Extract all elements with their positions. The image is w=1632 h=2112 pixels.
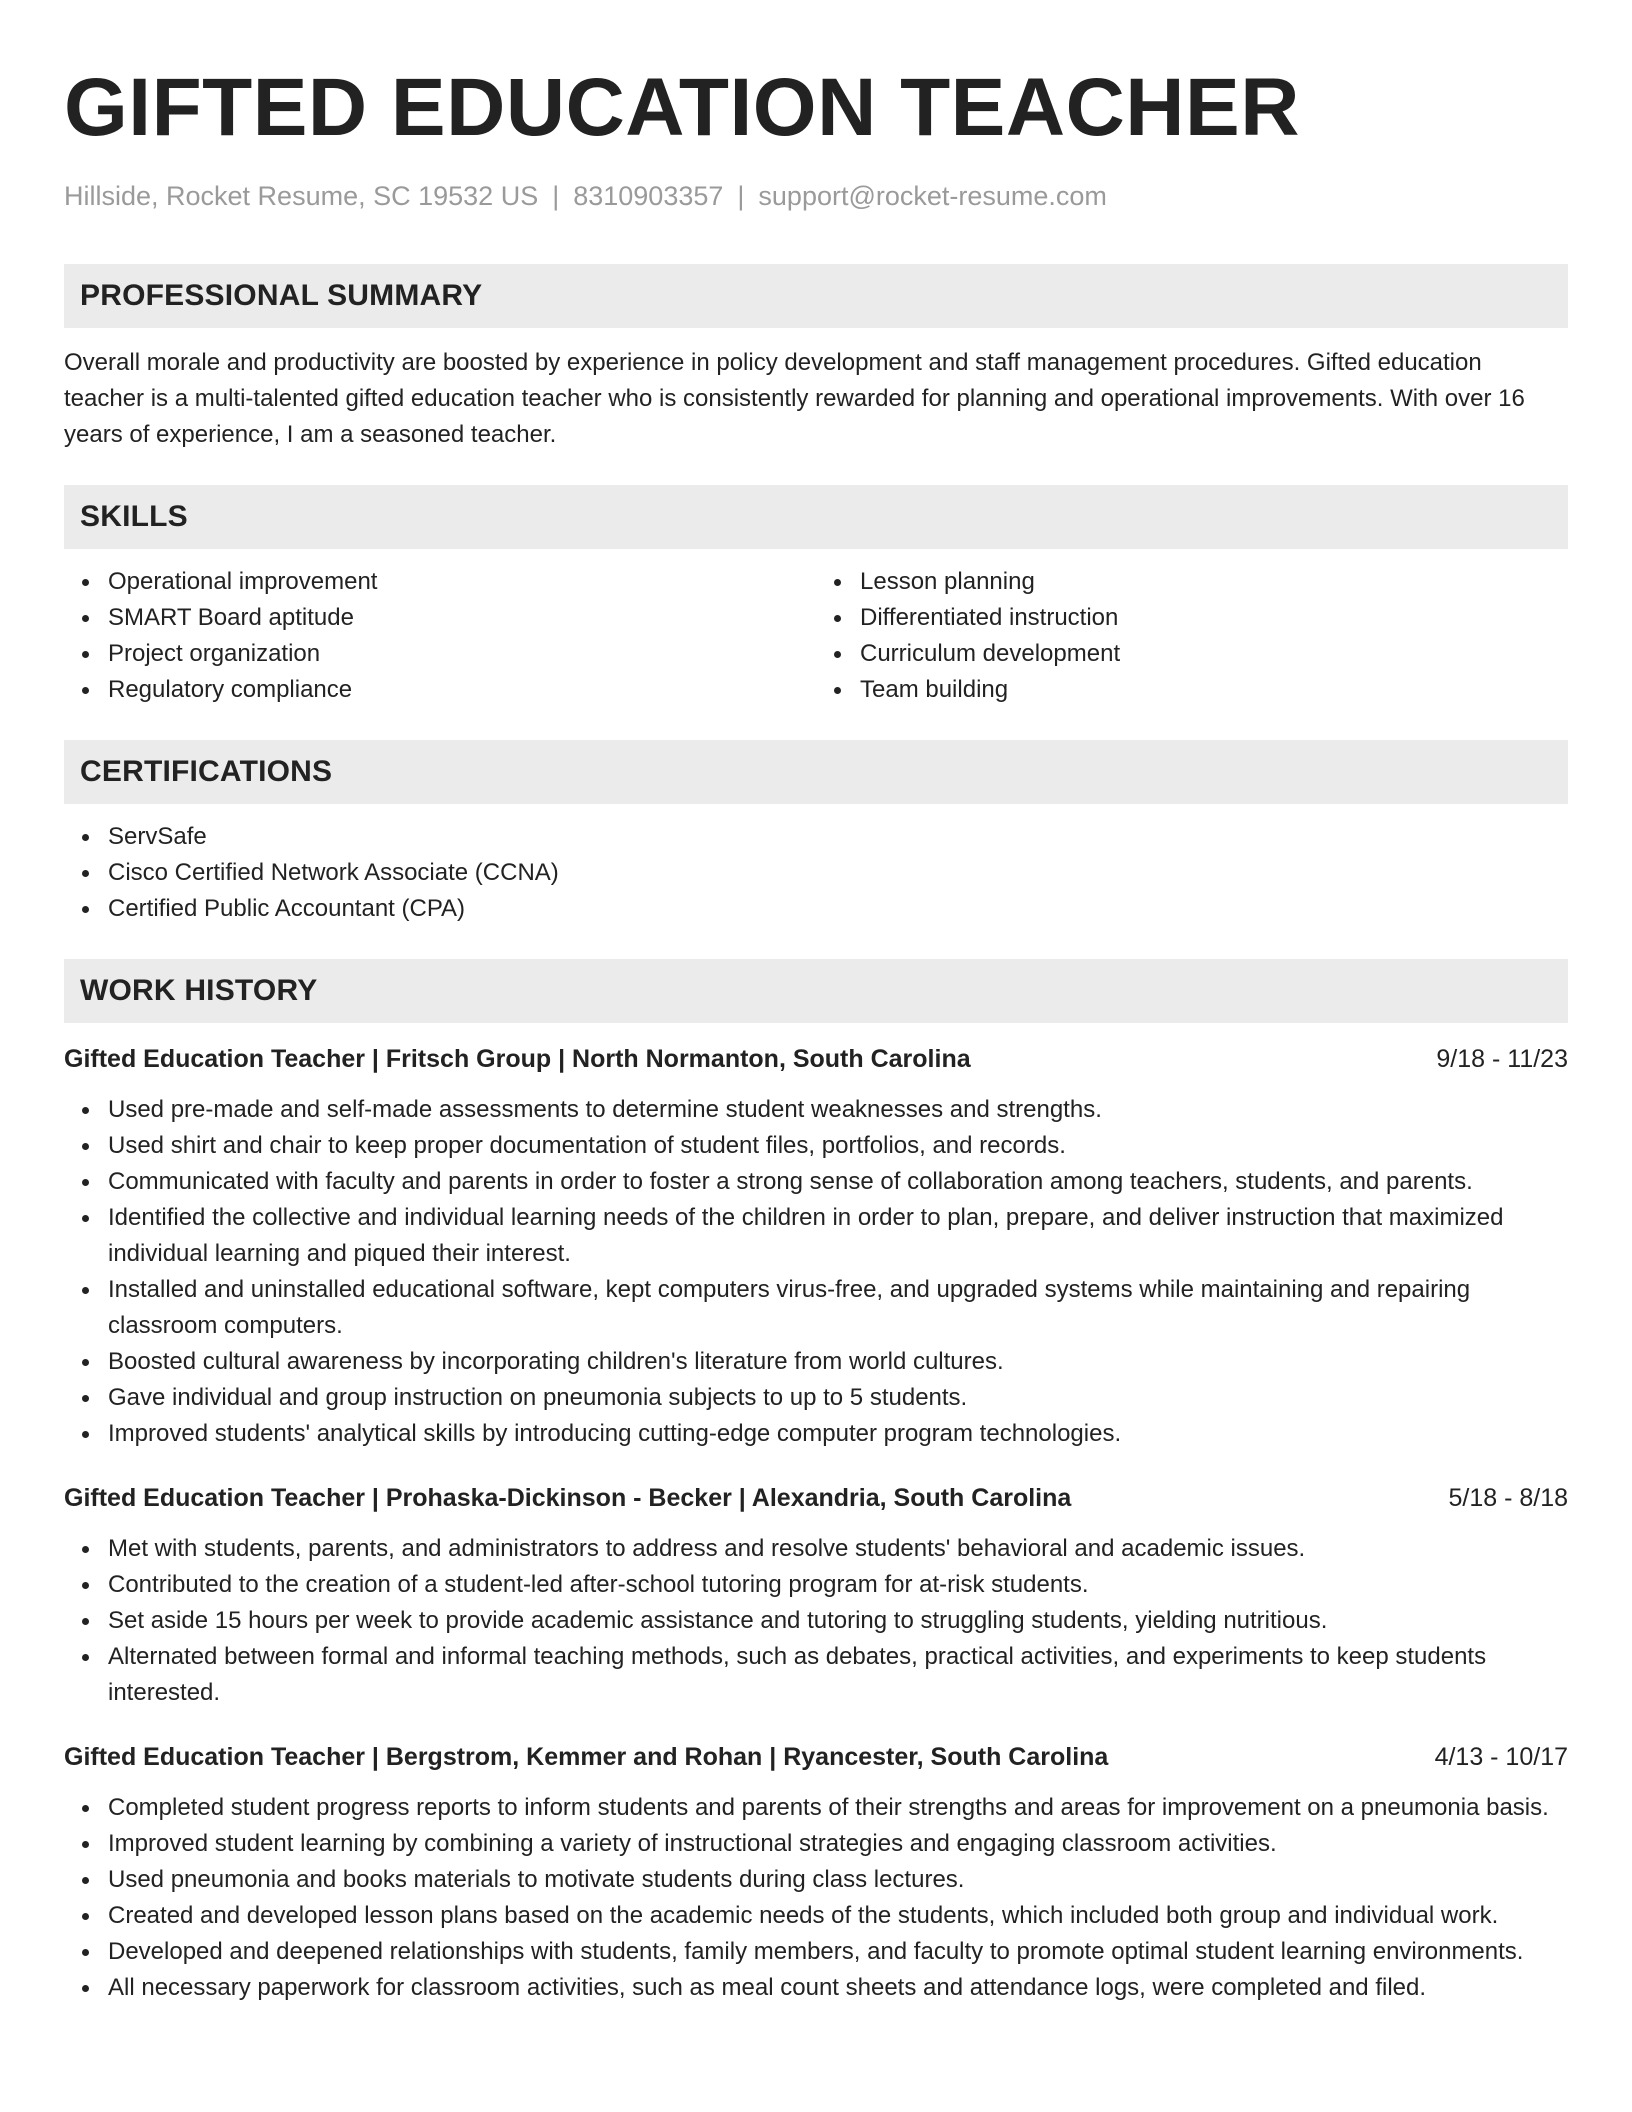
job-entry [64, 1041, 1568, 1452]
skill-item: Curriculum development [816, 636, 1568, 672]
contact-email: support@rocket-resume.com [758, 181, 1107, 211]
section-header-certifications: CERTIFICATIONS [64, 740, 1568, 804]
skill-item: Lesson planning [816, 564, 1568, 600]
job-header [64, 1739, 1568, 1775]
skills-grid [64, 564, 1568, 708]
job-bullet: Contributed to the creation of a student-led after-school tutoring program for at-risk students. [64, 1567, 1568, 1603]
certifications-list [64, 819, 1568, 927]
contact-separator: | [552, 181, 560, 211]
contact-separator: | [737, 181, 745, 211]
skill-item: Project organization [64, 636, 816, 672]
job-dates: 9/18 - 11/23 [1436, 1045, 1568, 1073]
job-bullet: All necessary paperwork for classroom activities, such as meal count sheets and attendance logs, were completed and filed. [64, 1970, 1568, 2006]
skill-item: SMART Board aptitude [64, 600, 816, 636]
skill-item: Differentiated instruction [816, 600, 1568, 636]
job-bullet: Set aside 15 hours per week to provide academic assistance and tutoring to struggling students, yielding nutritious. [64, 1603, 1568, 1639]
job-bullet: Used shirt and chair to keep proper documentation of student files, portfolios, and records. [64, 1128, 1568, 1164]
section-header-work-history: WORK HISTORY [64, 959, 1568, 1023]
job-bullet: Used pneumonia and books materials to motivate students during class lectures. [64, 1862, 1568, 1898]
certification-item: Cisco Certified Network Associate (CCNA) [64, 855, 1568, 891]
job-header [64, 1041, 1568, 1077]
job-bullet: Gave individual and group instruction on pneumonia subjects to up to 5 students. [64, 1380, 1568, 1416]
job-bullet: Used pre-made and self-made assessments to determine student weaknesses and strengths. [64, 1092, 1568, 1128]
contact-line [64, 178, 1568, 214]
job-bullet: Identified the collective and individual learning needs of the children in order to plan, prepare, and deliver instruction that maximized individual learning and piqued their interest. [64, 1200, 1568, 1272]
job-bullet: Completed student progress reports to inform students and parents of their strengths and areas for improvement on a pneumonia basis. [64, 1790, 1568, 1826]
candidate-name: GIFTED EDUCATION TEACHER [64, 62, 1300, 153]
job-bullet: Developed and deepened relationships with students, family members, and faculty to promote optimal student learning environments. [64, 1934, 1568, 1970]
job-title: Gifted Education Teacher | Bergstrom, Kemmer and Rohan | Ryancester, South Carolina [64, 1743, 1109, 1771]
skills-list-right [816, 564, 1568, 708]
job-entry [64, 1739, 1568, 2006]
job-bullet: Met with students, parents, and administrators to address and resolve students' behavioral and academic issues. [64, 1531, 1568, 1567]
certification-item: ServSafe [64, 819, 1568, 855]
section-header-skills: SKILLS [64, 485, 1568, 549]
job-title: Gifted Education Teacher | Prohaska-Dickinson - Becker | Alexandria, South Carolina [64, 1484, 1072, 1512]
job-bullet: Communicated with faculty and parents in order to foster a strong sense of collaboration among teachers, students, and parents. [64, 1164, 1568, 1200]
job-entry [64, 1480, 1568, 1711]
job-title: Gifted Education Teacher | Fritsch Group | North Normanton, South Carolina [64, 1045, 971, 1073]
job-bullet: Created and developed lesson plans based on the academic needs of the students, which included both group and individual work. [64, 1898, 1568, 1934]
job-dates: 5/18 - 8/18 [1448, 1484, 1568, 1512]
summary-text: Overall morale and productivity are boosted by experience in policy development and staff management procedures. Gifted education teacher is a multi-talented gifted education teacher who is consistently rewarded for planning and operational improvements. With over 16 years of experience, I am a seasoned teacher. [64, 349, 1525, 448]
section-header-summary: PROFESSIONAL SUMMARY [64, 264, 1568, 328]
job-bullet: Improved student learning by combining a variety of instructional strategies and engaging classroom activities. [64, 1826, 1568, 1862]
skill-item: Regulatory compliance [64, 672, 816, 708]
skill-item: Team building [816, 672, 1568, 708]
certification-item: Certified Public Accountant (CPA) [64, 891, 1568, 927]
skill-item: Operational improvement [64, 564, 816, 600]
job-header [64, 1480, 1568, 1516]
job-bullet: Alternated between formal and informal teaching methods, such as debates, practical activities, and experiments to keep students interested. [64, 1639, 1568, 1711]
job-bullets [64, 1531, 1568, 1711]
skills-list-left [64, 564, 816, 708]
job-bullets [64, 1790, 1568, 2006]
contact-phone: 8310903357 [573, 181, 724, 211]
job-bullet: Improved students' analytical skills by introducing cutting-edge computer program technologies. [64, 1416, 1568, 1452]
job-dates: 4/13 - 10/17 [1434, 1743, 1568, 1771]
contact-address: Hillside, Rocket Resume, SC 19532 US [64, 181, 539, 211]
job-bullets [64, 1092, 1568, 1452]
job-bullet: Installed and uninstalled educational software, kept computers virus-free, and upgraded systems while maintaining and repairing classroom computers. [64, 1272, 1568, 1344]
job-bullet: Boosted cultural awareness by incorporating children's literature from world cultures. [64, 1344, 1568, 1380]
